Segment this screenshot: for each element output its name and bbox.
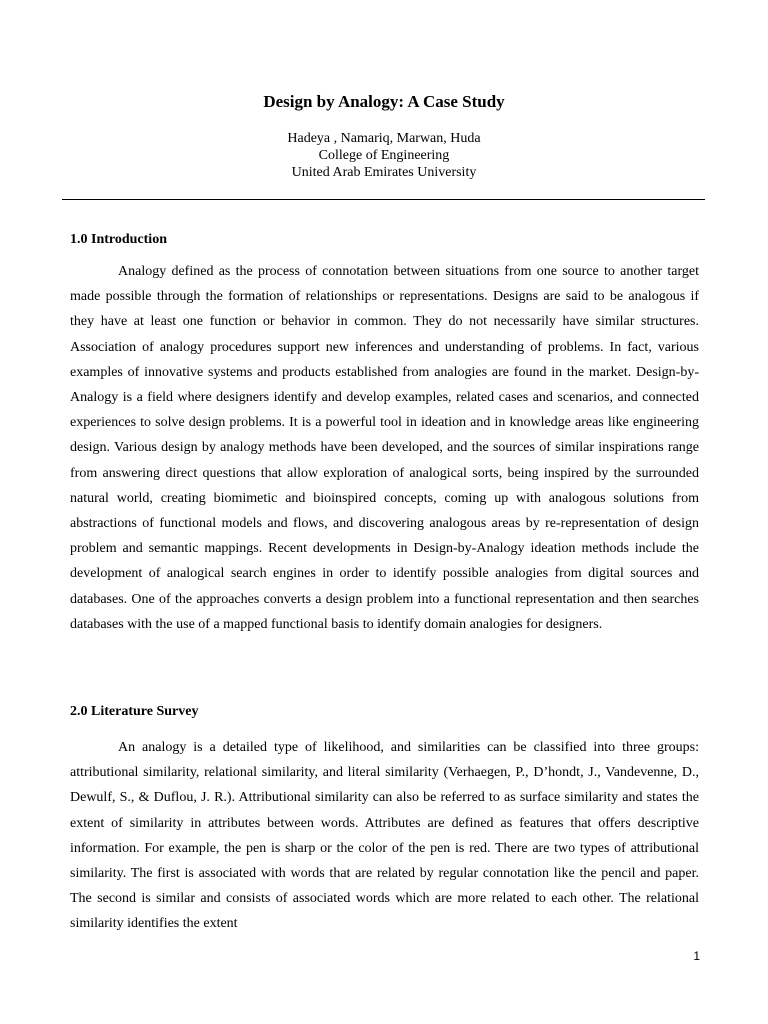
literature-survey-paragraph: An analogy is a detailed type of likelihood, and similarities can be classified into three groups: attributional similarity, relational similarity, and literal similarity (Verhaegen, P., D’hondt, J., Vandevenne, D., Dewulf, S., & Duflou, J. R.). Attributional similarity can also be referred to as surface similarity and states the extent of similarity in attributes between words. Attributes are defined as features that offers descriptive information. For example, the pen is sharp or the color of the pen is red. There are two types of attributional similarity. The first is associated with words that are related by regular connotation like the pencil and paper. The second is similar and consists of associated words which are more related to each other. The relational similarity identifies the extent <box>70 740 699 932</box>
section-heading-introduction: 1.0 Introduction <box>70 232 167 247</box>
author-names: Hadeya , Namariq, Marwan, Huda <box>287 131 481 146</box>
section-heading-literature-survey: 2.0 Literature Survey <box>70 704 199 719</box>
author-block <box>0 130 768 181</box>
header-divider <box>62 199 705 200</box>
affiliation-college: College of Engineering <box>318 148 450 163</box>
affiliation-university: United Arab Emirates University <box>291 165 477 180</box>
page-number: 1 <box>693 949 700 963</box>
introduction-paragraph: Analogy defined as the process of connotation between situations from one source to another target made possible through the formation of relationships or representations. Designs are said to be analogous if they have at least one function or behavior in common. They do not necessarily have similar structures. Association of analogy procedures support new inferences and understanding of problems. In fact, various examples of innovative systems and products established from analogies are found in the market. Design-by-Analogy is a field where designers identify and develop examples, related cases and scenarios, and connected experiences to solve design problems. It is a powerful tool in ideation and in knowledge areas like engineering design. Various design by analogy methods have been developed, and the sources of similar inspirations range from answering direct questions that allow exploration of analogical sorts, being inspired by the surrounded natural world, creating biomimetic and bioinspired concepts, coming up with analogous solutions from abstractions of functional models and flows, and discovering analogous areas by re-representation of design problem and semantic mappings. Recent developments in Design-by-Analogy ideation methods include the development of analogical search engines in order to identify possible analogies from digital sources and databases. One of the approaches converts a design problem into a functional representation and then searches databases with the use of a mapped functional basis to identify domain analogies for designers. <box>70 264 699 632</box>
paper-title: Design by Analogy: A Case Study <box>263 92 505 111</box>
